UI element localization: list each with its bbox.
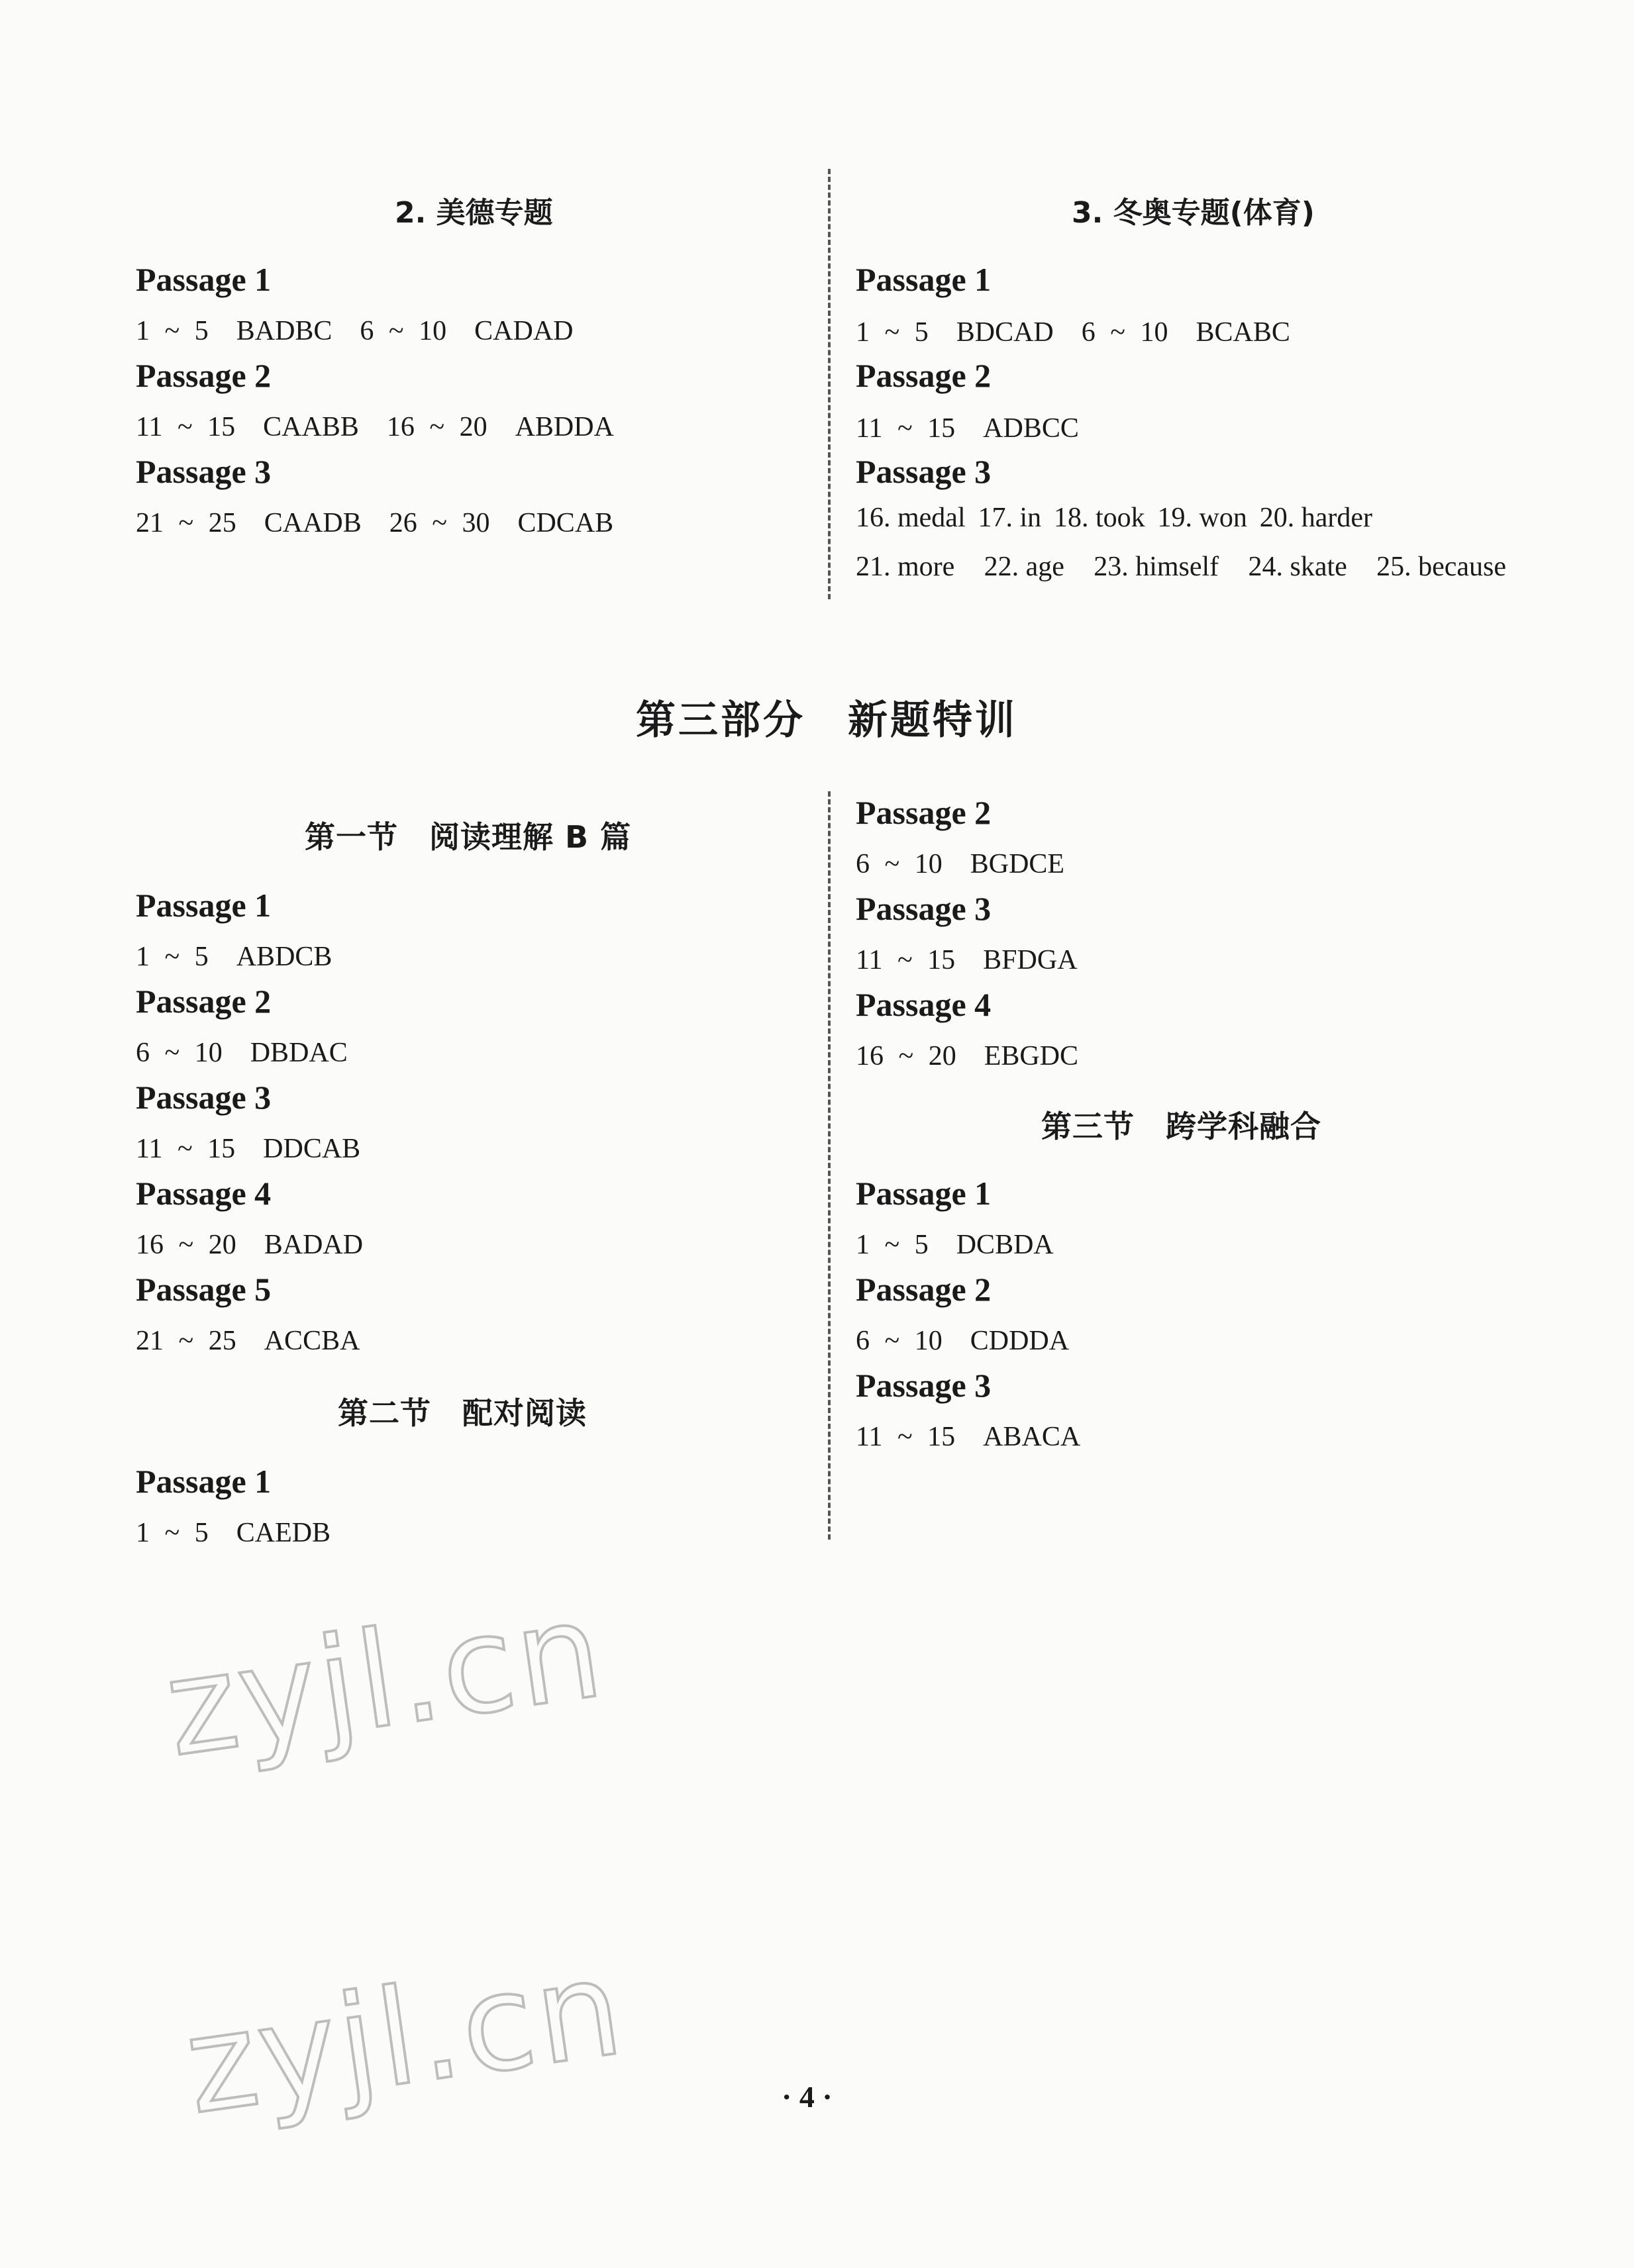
passage-title: Passage 2 (856, 357, 992, 394)
vocab-answer: 21. more (856, 552, 955, 582)
vocab-answer: 23. himself (1094, 552, 1219, 582)
answer-line: 1 ~ 5 CAEDB (136, 1518, 331, 1548)
vocab-answer: 20. harder (1259, 503, 1372, 533)
vocab-answer: 25. because (1376, 552, 1506, 582)
passage-title: Passage 1 (136, 261, 272, 298)
watermark: zyjl.cn (177, 1930, 633, 2144)
section-heading: 第三节 跨学科融合 (1041, 1109, 1321, 1144)
vocab-answer: 24. skate (1248, 552, 1347, 582)
passage-title: Passage 2 (856, 794, 992, 831)
passage-title: Passage 3 (136, 453, 272, 490)
passage-title: Passage 4 (856, 986, 992, 1023)
winter-olympics-topic-heading: 3. 冬奥专题(体育) (1072, 196, 1315, 230)
passage-title: Passage 4 (136, 1175, 272, 1212)
part-title: 第三部分 新题特训 (636, 697, 1017, 744)
answer-line: 6 ~ 10 CDDDA (856, 1326, 1070, 1356)
answer-line: 11 ~ 15 ADBCC (856, 413, 1079, 444)
vocab-answers-row (856, 502, 1372, 534)
passage-title: Passage 1 (136, 887, 272, 924)
answer-line: 6 ~ 10 BGDCE (856, 849, 1065, 879)
passage-title: Passage 2 (136, 357, 272, 394)
passage-title: Passage 1 (136, 1463, 272, 1500)
vocab-answer: 16. medal (856, 503, 966, 533)
answer-line: 11 ~ 15 ABACA (856, 1422, 1081, 1452)
vocab-answers-row (856, 551, 1506, 583)
passage-title: Passage 3 (856, 1367, 992, 1404)
column-divider-top (828, 169, 831, 599)
answer-line: 21 ~ 25 ACCBA (136, 1326, 360, 1356)
passage-title: Passage 2 (136, 983, 272, 1020)
vocab-answer: 17. in (978, 503, 1042, 533)
vocab-answer: 22. age (984, 552, 1064, 582)
answer-line: 1 ~ 5 ABDCB (136, 942, 332, 972)
passage-title: Passage 5 (136, 1271, 272, 1308)
answer-line: 1 ~ 5 DCBDA (856, 1230, 1054, 1260)
section-heading: 第一节 阅读理解 B 篇 (305, 819, 632, 855)
passage-title: Passage 3 (856, 453, 992, 490)
passage-title: Passage 1 (856, 261, 992, 298)
vocab-answer: 19. won (1157, 503, 1247, 533)
passage-title: Passage 3 (856, 890, 992, 927)
vocab-answer: 18. took (1053, 503, 1145, 533)
watermark: zyjl.cn (157, 1573, 613, 1787)
answer-line: 1 ~ 5 BDCAD 6 ~ 10 BCABC (856, 317, 1290, 348)
answer-line: 11 ~ 15 CAABB 16 ~ 20 ABDDA (136, 412, 614, 442)
page-number: · 4 · (782, 2080, 833, 2114)
section-heading: 第二节 配对阅读 (338, 1395, 587, 1431)
answer-line: 16 ~ 20 BADAD (136, 1230, 364, 1260)
answer-line: 11 ~ 15 DDCAB (136, 1134, 361, 1164)
passage-title: Passage 3 (136, 1079, 272, 1116)
passage-title: Passage 2 (856, 1271, 992, 1308)
answer-line: 11 ~ 15 BFDGA (856, 945, 1078, 975)
answer-line: 21 ~ 25 CAADB 26 ~ 30 CDCAB (136, 508, 614, 538)
answer-line: 6 ~ 10 DBDAC (136, 1038, 348, 1068)
answer-line: 16 ~ 20 EBGDC (856, 1041, 1079, 1071)
virtue-topic-heading: 2. 美德专题 (395, 196, 553, 230)
column-divider-bottom (828, 791, 831, 1540)
answer-line: 1 ~ 5 BADBC 6 ~ 10 CADAD (136, 316, 574, 346)
passage-title: Passage 1 (856, 1175, 992, 1212)
